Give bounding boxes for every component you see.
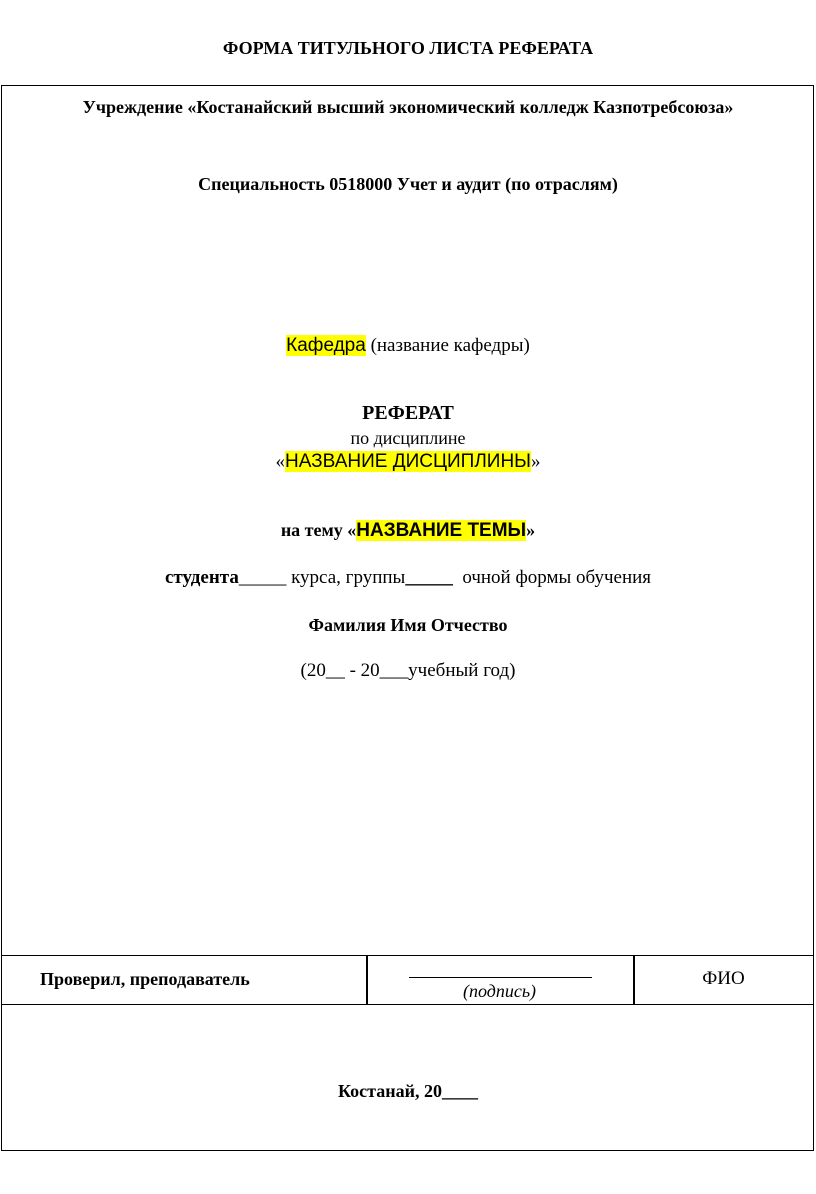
- topic-suffix: »: [526, 520, 536, 540]
- discipline-name: НАЗВАНИЕ ДИСЦИПЛИНЫ: [285, 451, 531, 472]
- student-study-form: очной формы обучения: [452, 567, 652, 588]
- student-group-blank: _____: [405, 567, 453, 588]
- institution-name: Учреждение «Костанайский высший экономический колледж Казпотребсоюза»: [82, 97, 734, 117]
- quote-close: »: [530, 451, 541, 472]
- topic-prefix: на тему «: [280, 520, 357, 540]
- by-discipline: по дисциплине: [350, 428, 466, 448]
- department-label: Кафедра: [286, 335, 366, 356]
- department-line: [0, 335, 816, 357]
- discipline-line: [0, 451, 816, 473]
- specialty: Специальность 0518000 Учет и аудит (по отраслям): [198, 174, 618, 194]
- city-year: Костанай, 20____: [338, 1081, 478, 1101]
- department-value: (название кафедры): [365, 335, 530, 356]
- checked-by-label: Проверил, преподаватель: [40, 969, 250, 989]
- topic-name: НАЗВАНИЕ ТЕМЫ: [356, 520, 527, 541]
- teacher-fio: ФИО: [702, 968, 745, 989]
- quote-open: «: [275, 451, 285, 472]
- page-title: ФОРМА ТИТУЛЬНОГО ЛИСТА РЕФЕРАТА: [222, 38, 594, 58]
- academic-year: (20__ - 20___учебный год): [300, 660, 516, 681]
- student-label: студента: [164, 567, 239, 588]
- student-full-name: Фамилия Имя Отчество: [308, 615, 508, 635]
- student-course-group: _____ курса, группы: [238, 567, 406, 588]
- topic-line: [0, 520, 816, 542]
- signature-caption: (подпись): [462, 981, 537, 1001]
- signature-line: [409, 977, 592, 978]
- essay-title: РЕФЕРАТ: [362, 402, 454, 424]
- student-line: [0, 567, 816, 589]
